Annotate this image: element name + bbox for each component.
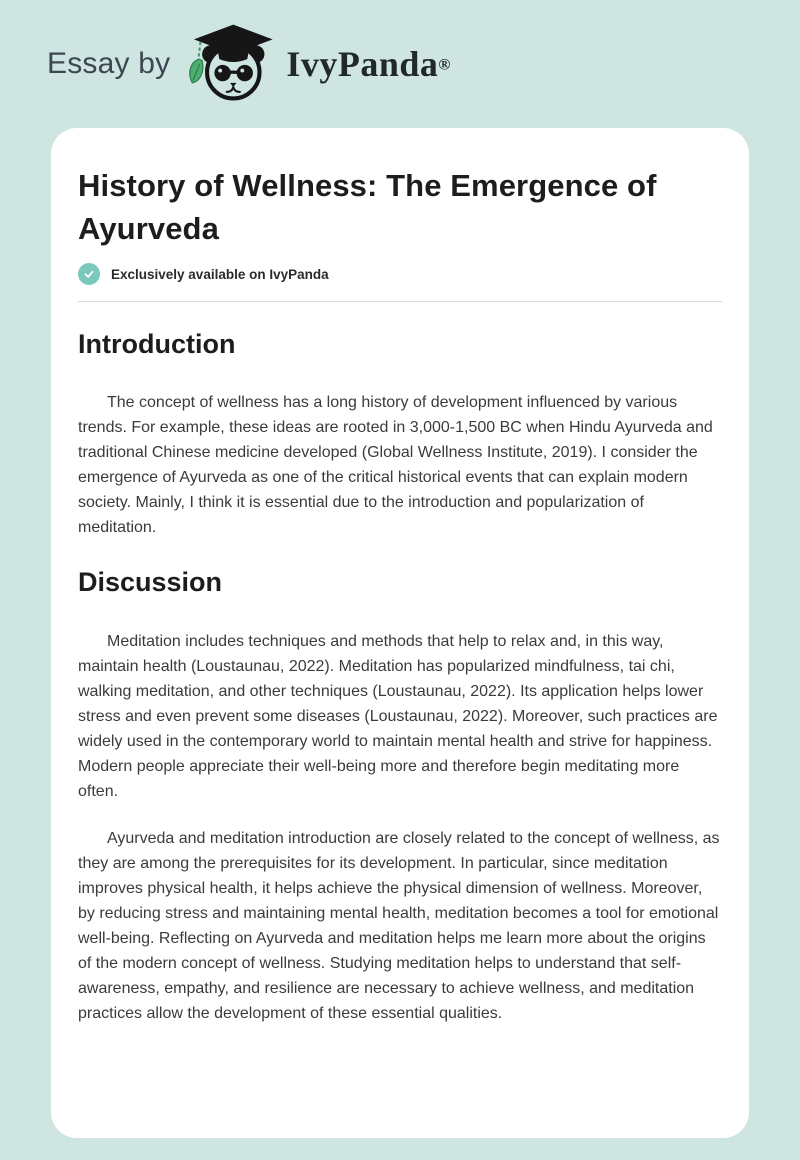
paragraph: Meditation includes techniques and methods that help to relax and, in this way, maintain health (Loustaunau, 2022). Meditation has popularized mindfulness, tai chi, walking meditation, and other techniques (Loustaunau, 2022). Its application helps lower stress and even prevent some diseases (Loustaunau, 2022). Moreover, such practices are widely used in the contemporary world to maintain mental health and strive for happiness. Modern people appreciate their well-being more and therefore begin meditating more often.	[78, 632, 718, 800]
brand-name	[286, 43, 450, 85]
registered-mark: ®	[438, 56, 451, 74]
page-title: History of Wellness: The Emergence of Ayurveda	[78, 168, 657, 246]
divider	[78, 301, 722, 302]
paragraph: The concept of wellness has a long history of development influenced by various trends. For example, these ideas are rooted in 3,000-1,500 BC when Hindu Ayurveda and traditional Chinese medicine developed (Global Wellness Institute, 2019). I consider the emergence of Ayurveda as one of the critical historical events that can explain modern society. Mainly, I think it is essential due to the introduction and popularization of meditation.	[78, 394, 713, 537]
ivypanda-logo	[184, 23, 450, 105]
check-icon	[78, 263, 100, 285]
site-header	[0, 0, 800, 128]
paragraph: Ayurveda and meditation introduction are closely related to the concept of wellness, as they are among the prerequisites for its development. In particular, since meditation improves physical health, it helps achieve the physical dimension of wellness. Moreover, by reducing stress and maintaining mental health, meditation becomes a tool for emotional well-being. Reflecting on Ayurveda and meditation helps me learn more about the origins of the modern concept of wellness. Studying meditation helps to understand that self-awareness, empathy, and resilience are necessary to achieve wellness, and meditation practices allow the development of these essential qualities.	[78, 829, 720, 1022]
exclusive-badge-label: Exclusively available on IvyPanda	[111, 266, 329, 282]
essay-card	[51, 128, 749, 1138]
essay-by-label: Essay by	[47, 47, 171, 80]
section-heading-discussion: Discussion	[78, 567, 223, 598]
brand-text: IvyPanda	[286, 44, 439, 84]
panda-graduate-icon	[184, 23, 276, 105]
exclusive-badge	[78, 263, 722, 285]
section-heading-introduction: Introduction	[78, 329, 236, 359]
